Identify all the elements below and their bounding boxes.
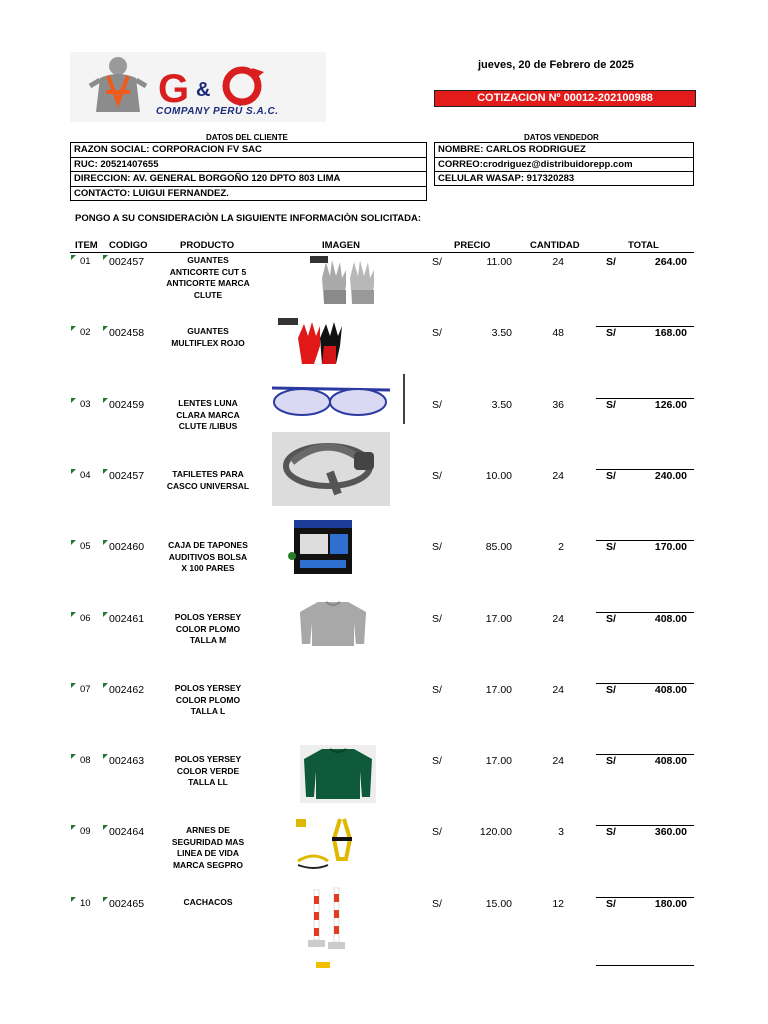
client-box	[70, 142, 427, 201]
client-ruc: RUC: 20521407655	[71, 158, 426, 173]
cell-marker	[103, 754, 108, 759]
total-currency: S/	[606, 898, 616, 910]
product-name-line: TALLA M	[189, 635, 227, 645]
price-currency: S/	[432, 470, 442, 482]
cell-marker	[71, 825, 76, 830]
cell-marker	[103, 612, 108, 617]
quantity: 12	[552, 898, 564, 910]
total-separator	[596, 469, 694, 470]
item-code: 002461	[109, 613, 145, 625]
table-row	[0, 541, 768, 613]
client-direccion: DIRECCION: AV. GENERAL BORGOÑO 120 DPTO 803 LIMA	[71, 172, 426, 187]
total-currency: S/	[606, 399, 616, 411]
item-code: 002462	[109, 684, 145, 696]
item-code: 002465	[109, 898, 145, 910]
item-number: 05	[80, 541, 91, 552]
total-separator	[596, 326, 694, 327]
total-currency: S/	[606, 684, 616, 696]
line-total: 240.00	[654, 470, 687, 482]
document-date: jueves, 20 de Febrero de 2025	[478, 59, 634, 71]
vendor-correo: CORREO:crodriguez@distribuidorepp.com	[435, 158, 693, 173]
product-name	[158, 612, 258, 647]
product-name-line: TALLA L	[190, 706, 226, 716]
product-name-line: CAJA DE TAPONES	[168, 540, 248, 550]
vendor-section-title: DATOS VENDEDOR	[524, 133, 599, 142]
traffic-post-icon	[304, 886, 354, 977]
price-currency: S/	[432, 256, 442, 268]
unit-price: 10.00	[485, 470, 512, 482]
vendor-nombre: NOMBRE: CARLOS RODRIGUEZ	[435, 143, 693, 158]
total-currency: S/	[606, 541, 616, 553]
product-name-line: X 100 PARES	[181, 563, 235, 573]
item-code: 002457	[109, 470, 145, 482]
item-code: 002459	[109, 399, 145, 411]
total-separator	[596, 612, 694, 613]
cell-marker	[71, 398, 76, 403]
table-row	[0, 613, 768, 685]
item-number: 04	[80, 470, 91, 481]
cell-marker	[103, 825, 108, 830]
quantity: 24	[552, 684, 564, 696]
cell-marker	[103, 540, 108, 545]
quantity: 24	[552, 470, 564, 482]
total-separator	[596, 540, 694, 541]
harness-icon	[294, 815, 364, 876]
svg-text:&: &	[196, 79, 211, 101]
product-name	[158, 326, 258, 349]
item-code: 002458	[109, 327, 145, 339]
line-total: 408.00	[654, 755, 687, 767]
line-total: 168.00	[654, 327, 687, 339]
product-name-line: TALLA LL	[188, 777, 228, 787]
product-name-line: SEGURIDAD MAS	[171, 836, 245, 847]
line-total: 408.00	[654, 613, 687, 625]
product-name-line: MULTIFLEX ROJO	[171, 337, 245, 348]
total-currency: S/	[606, 256, 616, 268]
product-name-line: COLOR VERDE	[176, 765, 240, 776]
product-name-line: CASCO UNIVERSAL	[166, 480, 250, 491]
product-name-line: CLUTE	[193, 289, 223, 300]
price-currency: S/	[432, 898, 442, 910]
product-name-line: AUDITIVOS BOLSA	[168, 551, 248, 562]
table-row	[0, 684, 768, 756]
total-currency: S/	[606, 327, 616, 339]
quantity: 24	[552, 256, 564, 268]
product-name	[158, 683, 258, 718]
cell-marker	[71, 326, 76, 331]
product-name-line: TAFILETES PARA	[172, 469, 244, 479]
cell-marker	[103, 398, 108, 403]
price-currency: S/	[432, 541, 442, 553]
cell-marker	[71, 612, 76, 617]
product-name	[158, 255, 258, 301]
client-contacto: CONTACTO: LUIGUI FERNANDEZ.	[74, 187, 229, 199]
line-total: 180.00	[654, 898, 687, 910]
cell-marker	[71, 754, 76, 759]
product-name-line: LINEA DE VIDA	[176, 848, 240, 858]
product-name	[158, 540, 258, 575]
line-total: 126.00	[654, 399, 687, 411]
unit-price: 3.50	[491, 327, 512, 339]
total-currency: S/	[606, 613, 616, 625]
product-name	[158, 469, 258, 492]
line-total: 170.00	[654, 541, 687, 553]
price-currency: S/	[432, 826, 442, 838]
product-name	[158, 897, 258, 909]
product-name-line: ANTICORTE MARCA	[166, 278, 250, 288]
table-row	[0, 898, 768, 970]
quantity: 24	[552, 755, 564, 767]
unit-price: 120.00	[479, 826, 512, 838]
cell-marker	[71, 255, 76, 260]
product-name-line: POLOS YERSEY	[174, 683, 242, 693]
price-currency: S/	[432, 613, 442, 625]
grey-shirt-icon	[298, 600, 368, 653]
col-precio-header: PRECIO	[454, 240, 491, 251]
product-name-line: COLOR PLOMO	[175, 694, 241, 705]
line-total: 264.00	[654, 256, 687, 268]
total-separator	[596, 754, 694, 755]
gloves-grey-icon	[310, 256, 390, 311]
item-number: 08	[80, 755, 91, 766]
gloves-red-icon	[278, 318, 358, 373]
cell-marker	[103, 326, 108, 331]
col-cantidad-header: CANTIDAD	[530, 240, 580, 251]
price-currency: S/	[432, 399, 442, 411]
cell-marker	[71, 897, 76, 902]
cell-marker	[103, 255, 108, 260]
table-row	[0, 755, 768, 827]
client-section-title: DATOS DEL CLIENTE	[206, 133, 288, 142]
vendor-box	[434, 142, 694, 186]
product-name-line: GUANTES	[187, 255, 229, 265]
cell-marker	[103, 469, 108, 474]
unit-price: 17.00	[485, 613, 512, 625]
product-name-line: GUANTES	[187, 326, 229, 336]
quote-number: COTIZACION Nº 00012-202100988	[434, 90, 696, 107]
header-divider	[70, 252, 694, 253]
line-total: 408.00	[654, 684, 687, 696]
total-separator	[596, 398, 694, 399]
item-number: 01	[80, 256, 91, 267]
item-code: 002457	[109, 256, 145, 268]
product-name-line: MARCA SEGPRO	[172, 859, 244, 870]
product-name-line: POLOS YERSEY	[174, 754, 242, 764]
grand-total-line	[596, 965, 694, 966]
product-name	[158, 398, 258, 433]
earplug-box-icon	[286, 516, 356, 581]
product-name-line: POLOS YERSEY	[174, 612, 242, 622]
company-logo	[70, 52, 326, 122]
cell-marker	[71, 469, 76, 474]
safety-glasses-icon	[270, 374, 410, 429]
unit-price: 85.00	[485, 541, 512, 553]
total-separator	[596, 683, 694, 684]
price-currency: S/	[432, 755, 442, 767]
unit-price: 3.50	[491, 399, 512, 411]
line-total: 360.00	[654, 826, 687, 838]
item-code: 002460	[109, 541, 145, 553]
col-total-header: TOTAL	[628, 240, 659, 251]
quantity: 24	[552, 613, 564, 625]
product-name-line: CACHACOS	[183, 897, 233, 907]
quantity: 3	[558, 826, 564, 838]
green-shirt-icon	[300, 745, 376, 808]
item-number: 02	[80, 327, 91, 338]
col-imagen-header: IMAGEN	[322, 240, 360, 251]
item-code: 002463	[109, 755, 145, 767]
product-name-line: COLOR PLOMO	[175, 623, 241, 634]
price-currency: S/	[432, 684, 442, 696]
cell-marker	[71, 683, 76, 688]
client-razon-social: RAZON SOCIAL: CORPORACION FV SAC	[71, 143, 426, 158]
product-name-line: ANTICORTE CUT 5	[169, 266, 247, 277]
item-number: 07	[80, 684, 91, 695]
logo-subtext: COMPANY PERÚ S.A.C.	[156, 106, 279, 117]
item-number: 10	[80, 898, 91, 909]
item-code: 002464	[109, 826, 145, 838]
total-currency: S/	[606, 470, 616, 482]
cell-marker	[103, 897, 108, 902]
product-name	[158, 754, 258, 789]
price-currency: S/	[432, 327, 442, 339]
unit-price: 11.00	[486, 256, 512, 268]
item-number: 03	[80, 399, 91, 410]
quantity: 36	[552, 399, 564, 411]
helmet-suspension-icon	[272, 432, 390, 511]
unit-price: 17.00	[485, 755, 512, 767]
svg-text:G: G	[158, 67, 190, 111]
item-number: 09	[80, 826, 91, 837]
total-separator	[596, 825, 694, 826]
cell-marker	[103, 683, 108, 688]
col-item-header: ITEM	[75, 240, 98, 251]
product-name-line: LENTES LUNA	[178, 398, 238, 408]
col-producto-header: PRODUCTO	[180, 240, 235, 251]
quantity: 2	[558, 541, 564, 553]
product-name-line: CLARA MARCA	[176, 409, 240, 420]
item-number: 06	[80, 613, 91, 624]
product-name	[158, 825, 258, 871]
table-row	[0, 826, 768, 898]
col-codigo-header: CODIGO	[109, 240, 148, 251]
total-currency: S/	[606, 755, 616, 767]
intro-text: PONGO A SU CONSIDERACIÒN LA SIGUIENTE INFORMACIÒN SOLICITADA:	[75, 213, 422, 224]
total-separator	[596, 897, 694, 898]
total-currency: S/	[606, 826, 616, 838]
unit-price: 17.00	[485, 684, 512, 696]
product-name-line: CLUTE /LIBUS	[178, 421, 238, 431]
product-name-line: ARNES DE	[186, 825, 230, 835]
cell-marker	[71, 540, 76, 545]
quantity: 48	[552, 327, 564, 339]
vendor-celular: CELULAR WASAP: 917320283	[438, 173, 575, 184]
unit-price: 15.00	[485, 898, 512, 910]
